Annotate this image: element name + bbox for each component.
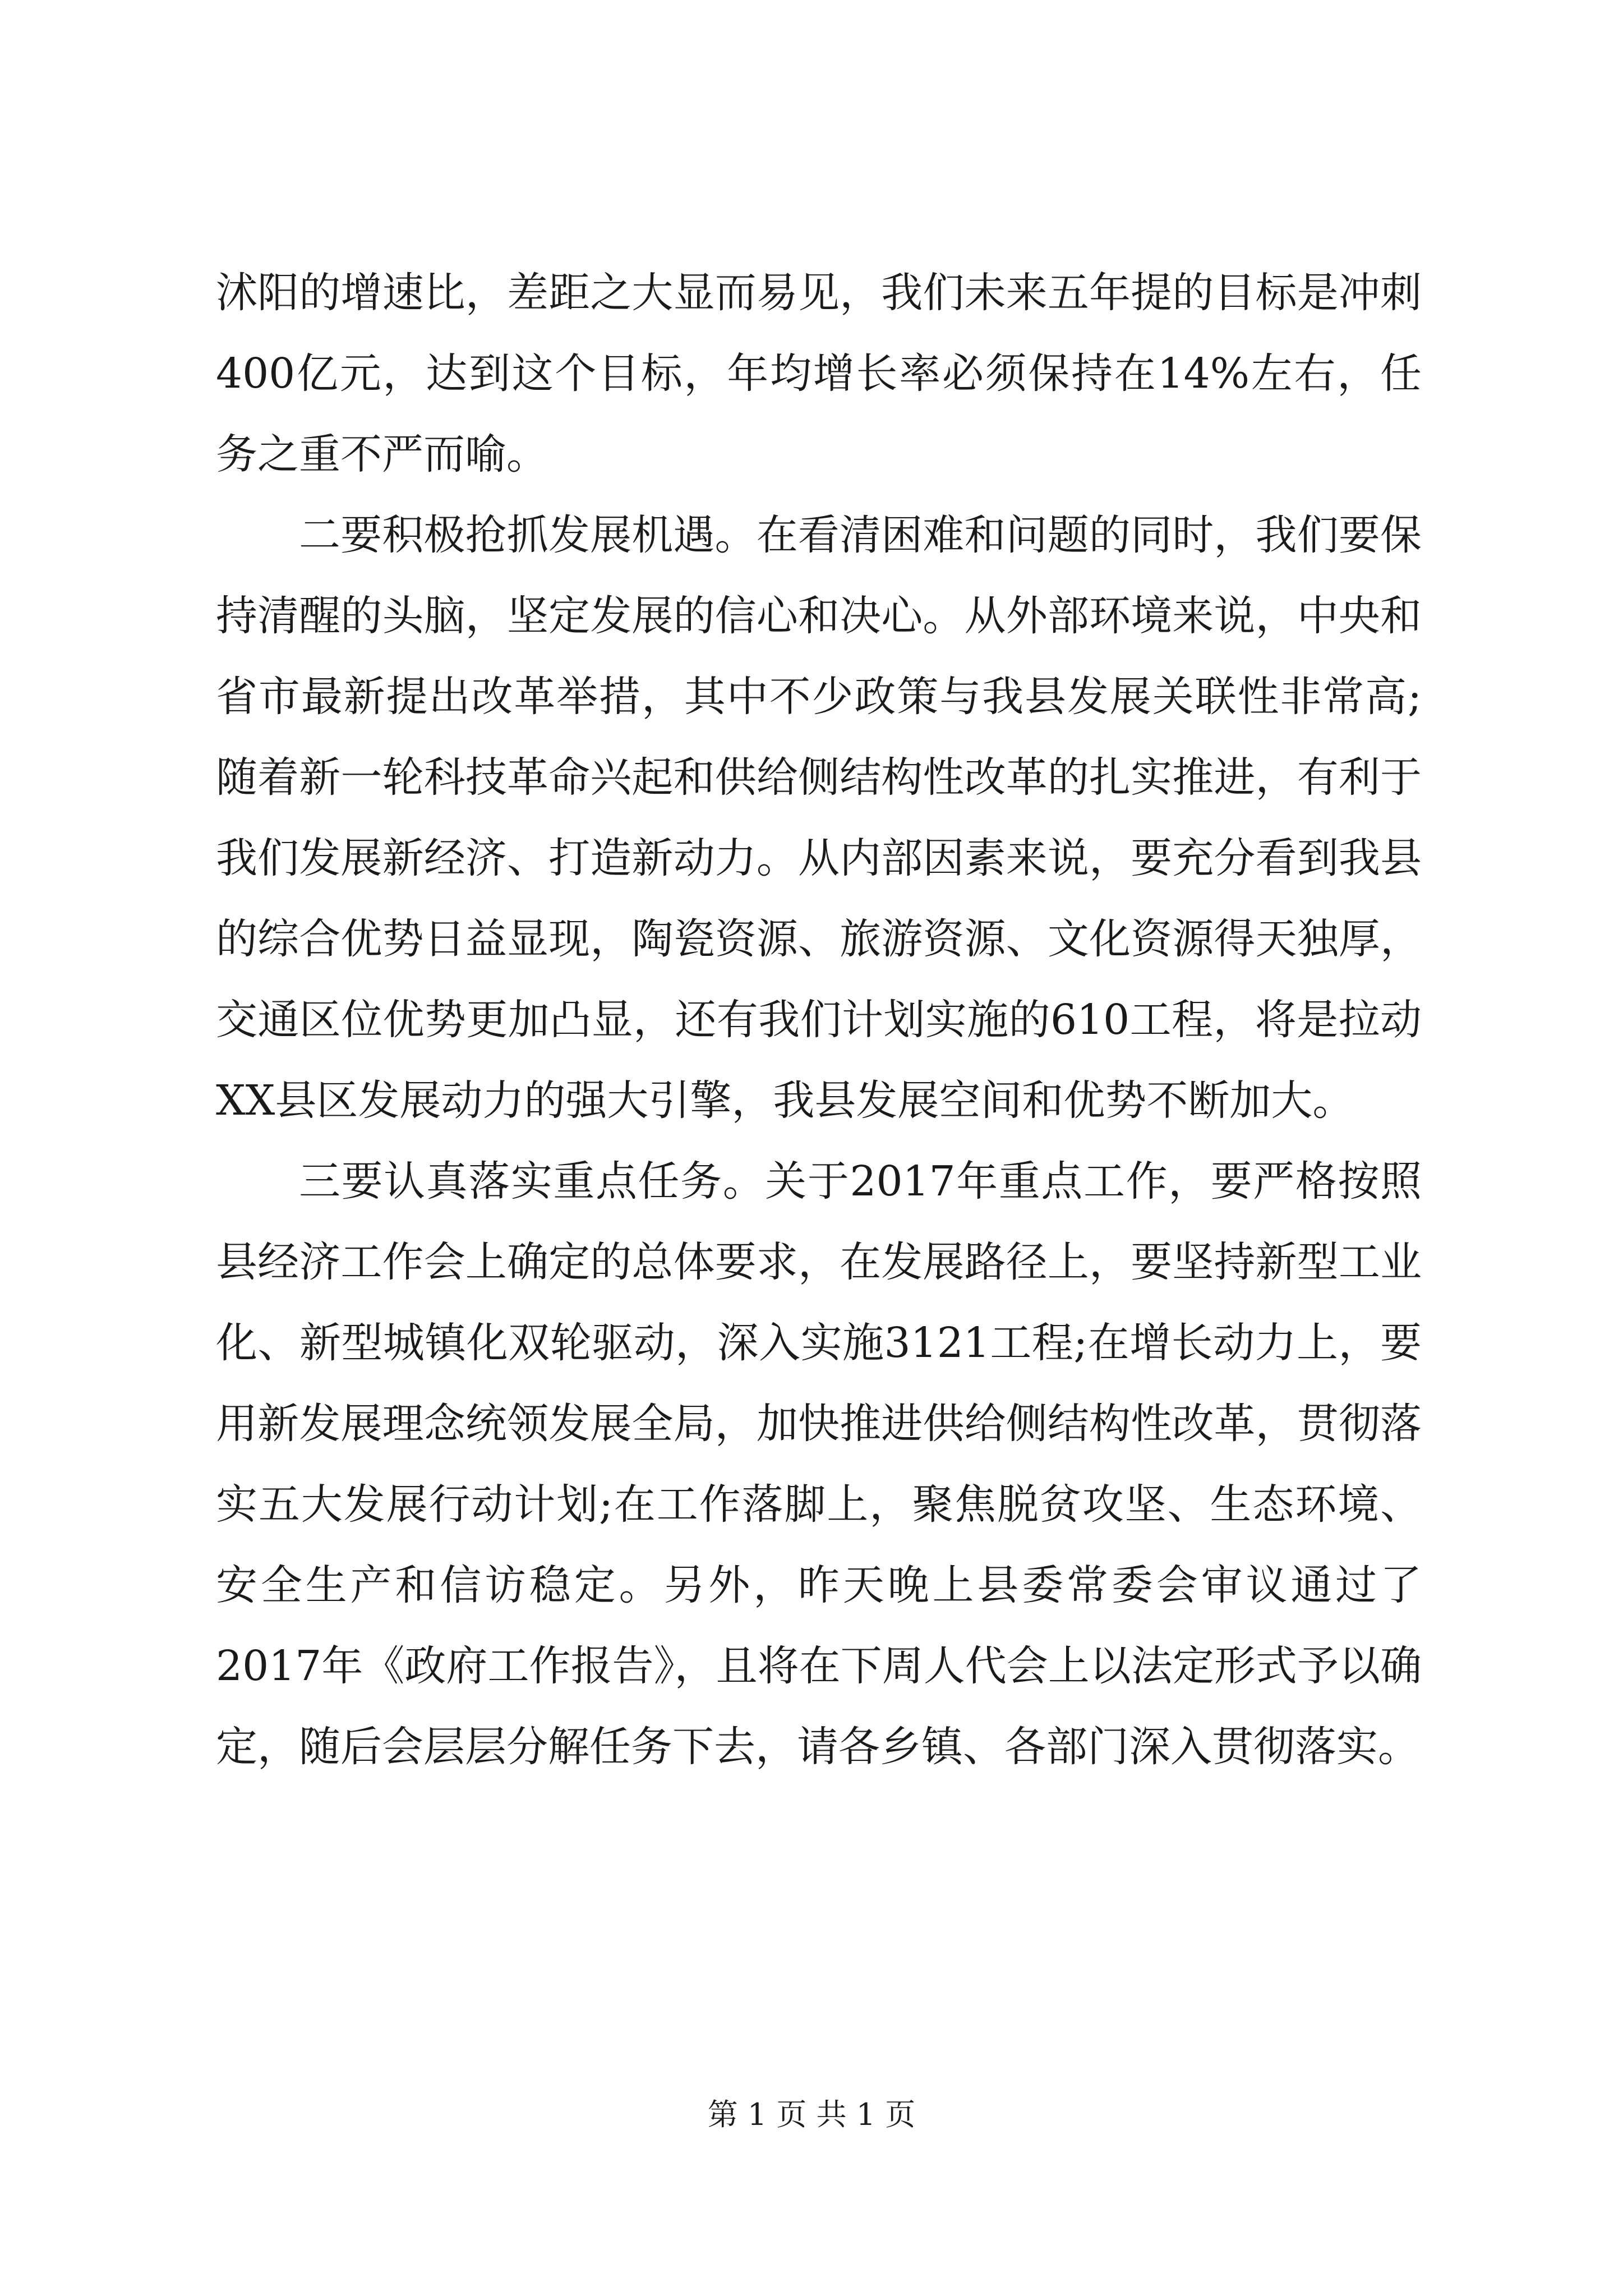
paragraph-2: 二要积极抢抓发展机遇。在看清困难和问题的同时，我们要保持清醒的头脑，坚定发展的信心和决心。从外部环境来说，中央和省市最新提出改革举措，其中不少政策与我县发展关联性非常高;随着新一轮科技革命兴起和供给侧结构性改革的扎实推进，有利于我们发展新经济、打造新动力。从内部因素来说，要充分看到我县的综合优势日益显现，陶瓷资源、旅游资源、文化资源得天独厚，交通区位优势更加凸显，还有我们计划实施的610工程，将是拉动XX县区发展动力的强大引擎，我县发展空间和优势不断加大。 xyxy=(216,511,1422,1125)
document-body xyxy=(216,252,1422,1787)
paragraph-1: 沭阳的增速比，差距之大显而易见，我们未来五年提的目标是冲刺400亿元，达到这个目标，年均增长率必须保持在14%左右，任务之重不严而喻。 xyxy=(216,269,1422,478)
page-number-label: 第 1 页 共 1 页 xyxy=(707,2097,916,2132)
paragraph-3: 三要认真落实重点任务。关于2017年重点工作，要严格按照县经济工作会上确定的总体要求，在发展路径上，要坚持新型工业化、新型城镇化双轮驱动，深入实施3121工程;在增长动力上，要用新发展理念统领发展全局，加快推进供给侧结构性改革，贯彻落实五大发展行动计划;在工作落脚上，聚焦脱贫攻坚、生态环境、安全生产和信访稳定。另外，昨天晚上县委常委会审议通过了2017年《政府工作报告》，且将在下周人代会上以法定形式予以确定，随后会层层分解任务下去，请各乡镇、各部门深入贯彻落实。 xyxy=(216,1157,1422,1771)
page-footer xyxy=(0,2095,1623,2134)
